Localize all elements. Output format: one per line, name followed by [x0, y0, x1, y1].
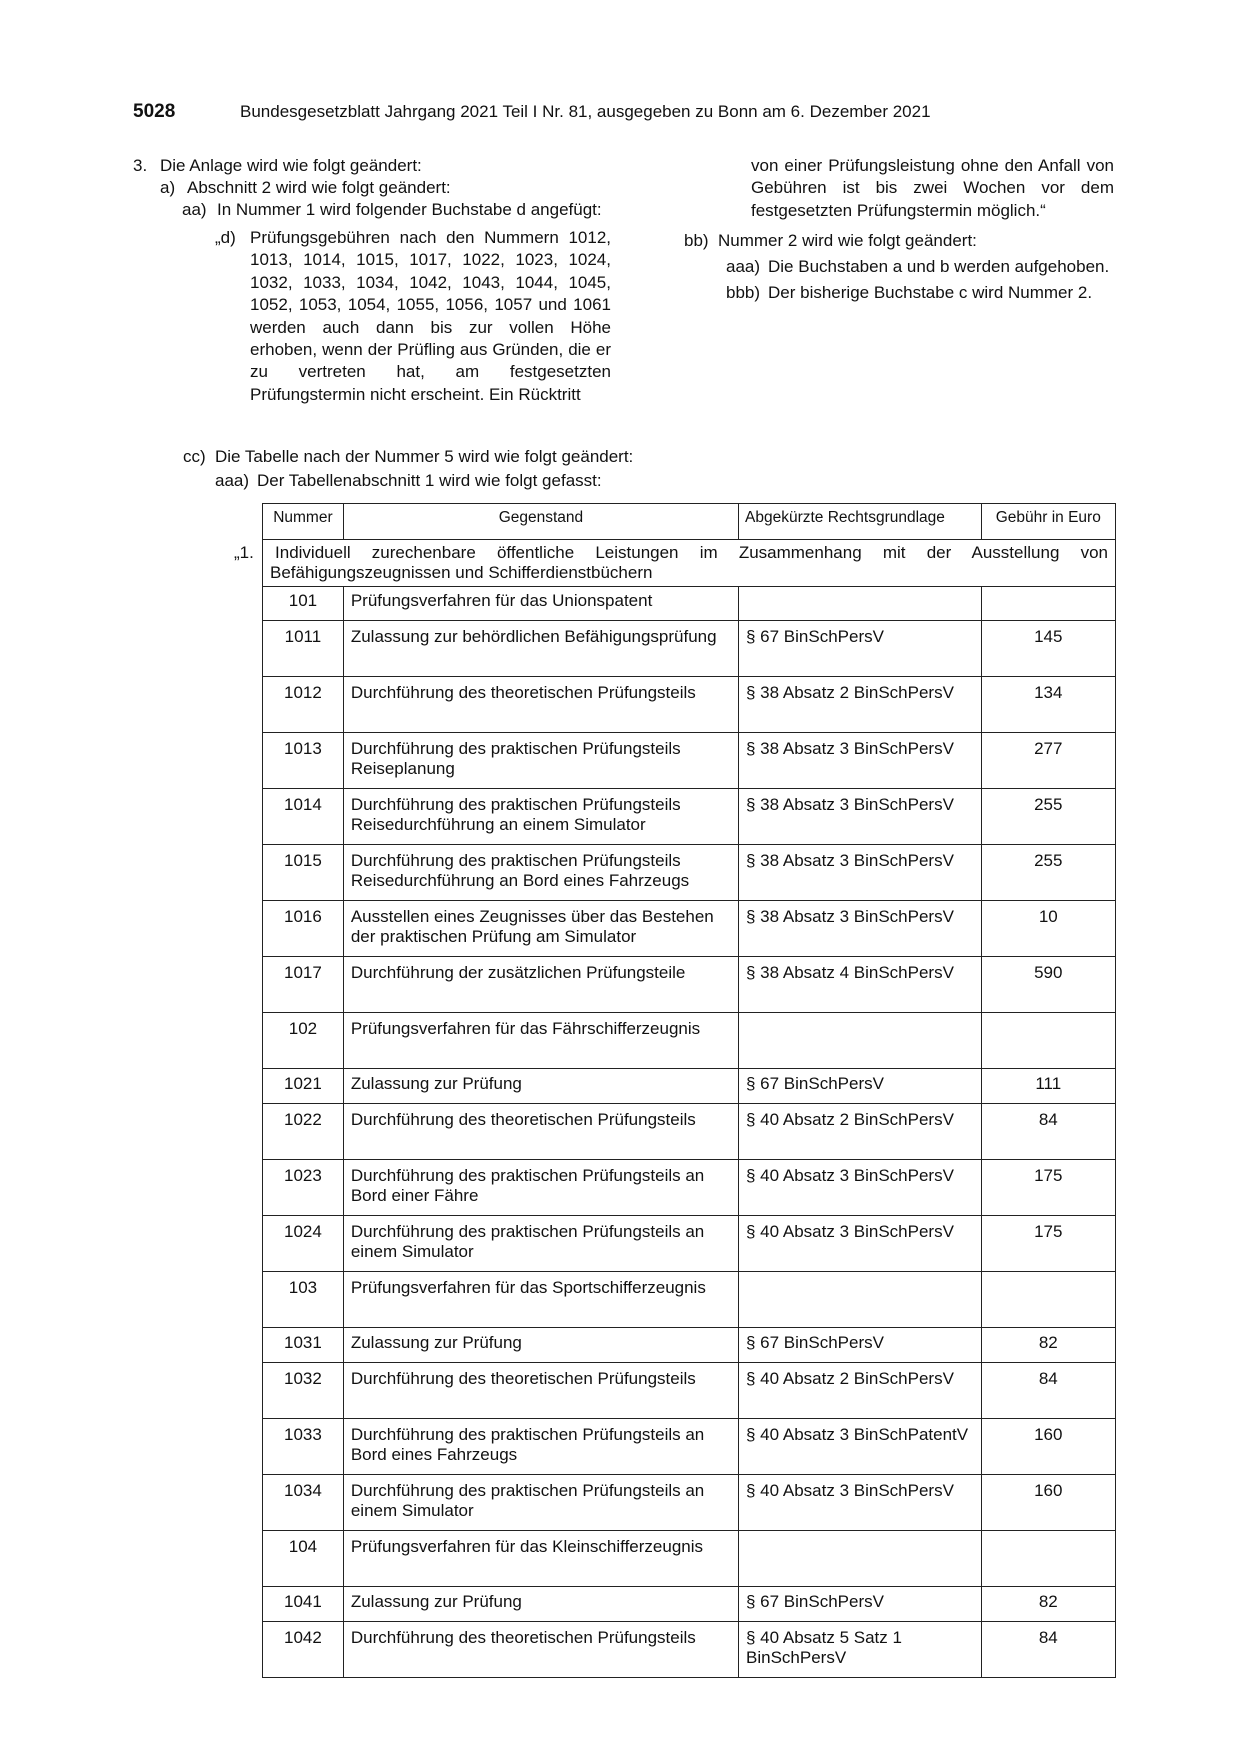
cell-rechtsgrundlage — [739, 1272, 982, 1328]
cell-gegenstand: Prüfungsverfahren für das Fährschifferzeugnis — [343, 1013, 738, 1069]
page-number: 5028 — [133, 101, 176, 122]
cell-gebuehr: 160 — [981, 1419, 1115, 1475]
cell-nummer: 1033 — [263, 1419, 344, 1475]
table-row — [263, 1587, 1116, 1622]
table-row — [263, 1622, 1116, 1678]
cell-nummer: 1031 — [263, 1328, 344, 1363]
table-row — [263, 1531, 1116, 1587]
header-gegenstand: Gegenstand — [343, 504, 738, 540]
cell-nummer: 1024 — [263, 1216, 344, 1272]
cell-gebuehr — [981, 587, 1115, 621]
cell-nummer: 1012 — [263, 677, 344, 733]
cell-gebuehr: 277 — [981, 733, 1115, 789]
table-row — [263, 1104, 1116, 1160]
cell-rechtsgrundlage: § 67 BinSchPersV — [739, 621, 982, 677]
cell-gebuehr: 160 — [981, 1475, 1115, 1531]
cell-gebuehr: 82 — [981, 1328, 1115, 1363]
section-title-row — [263, 540, 1116, 587]
item-bb — [684, 230, 1114, 252]
cell-gegenstand: Durchführung der zusätzlichen Prüfungsteile — [343, 957, 738, 1013]
cell-gebuehr: 175 — [981, 1216, 1115, 1272]
cell-rechtsgrundlage: § 67 BinSchPersV — [739, 1328, 982, 1363]
right-column — [684, 155, 1114, 304]
cell-gebuehr: 84 — [981, 1363, 1115, 1419]
item-cc-aaa-line — [183, 470, 1083, 494]
left-column — [133, 155, 611, 406]
cell-gebuehr: 175 — [981, 1160, 1115, 1216]
item-aa-marker: aa) — [182, 200, 207, 219]
table-row — [263, 1013, 1116, 1069]
cell-rechtsgrundlage: § 40 Absatz 3 BinSchPersV — [739, 1160, 982, 1216]
table-row — [263, 621, 1116, 677]
cell-gegenstand: Durchführung des praktischen Prüfungsteils an Bord eines Fahrzeugs — [343, 1419, 738, 1475]
cell-gegenstand: Zulassung zur Prüfung — [343, 1587, 738, 1622]
cell-gebuehr — [981, 1272, 1115, 1328]
item-cc-aaa-text: Der Tabellenabschnitt 1 wird wie folgt gefasst: — [257, 471, 602, 490]
table-row — [263, 1419, 1116, 1475]
item-d — [133, 227, 611, 406]
cell-gebuehr — [981, 1013, 1115, 1069]
cell-nummer: 1041 — [263, 1587, 344, 1622]
cell-rechtsgrundlage — [739, 1013, 982, 1069]
cell-nummer: 103 — [263, 1272, 344, 1328]
cell-gegenstand: Durchführung des praktischen Prüfungsteils Reiseplanung — [343, 733, 738, 789]
item-3-text: Die Anlage wird wie folgt geändert: — [160, 156, 422, 175]
item-bb-text: Nummer 2 wird wie folgt geändert: — [718, 231, 977, 251]
cell-gebuehr: 10 — [981, 901, 1115, 957]
section-title: „1. Individuell zurechenbare öffentliche Leistungen im Zusammenhang mit der Ausstellung von Befähigungszeugnissen und Schifferdienstbüchern — [263, 540, 1116, 587]
cell-rechtsgrundlage: § 38 Absatz 3 BinSchPersV — [739, 789, 982, 845]
cell-gegenstand: Prüfungsverfahren für das Kleinschifferzeugnis — [343, 1531, 738, 1587]
cell-gegenstand: Durchführung des praktischen Prüfungsteils Reisedurchführung an Bord eines Fahrzeugs — [343, 845, 738, 901]
item-3 — [133, 155, 611, 177]
cell-nummer: 102 — [263, 1013, 344, 1069]
cell-gegenstand: Zulassung zur Prüfung — [343, 1328, 738, 1363]
item-cc-aaa-marker: aaa) — [215, 471, 250, 490]
cell-gegenstand: Durchführung des praktischen Prüfungsteils an einem Simulator — [343, 1216, 738, 1272]
cell-nummer: 104 — [263, 1531, 344, 1587]
cell-rechtsgrundlage: § 40 Absatz 2 BinSchPersV — [739, 1104, 982, 1160]
cell-rechtsgrundlage — [739, 1531, 982, 1587]
table-row — [263, 901, 1116, 957]
cell-gegenstand: Durchführung des theoretischen Prüfungsteils — [343, 1622, 738, 1678]
cell-gegenstand: Prüfungsverfahren für das Sportschifferzeugnis — [343, 1272, 738, 1328]
cell-gebuehr: 111 — [981, 1069, 1115, 1104]
cell-nummer: 1021 — [263, 1069, 344, 1104]
cell-nummer: 1011 — [263, 621, 344, 677]
cell-rechtsgrundlage: § 38 Absatz 3 BinSchPersV — [739, 845, 982, 901]
cell-nummer: 101 — [263, 587, 344, 621]
table-row — [263, 845, 1116, 901]
cell-nummer: 1034 — [263, 1475, 344, 1531]
cell-gebuehr: 590 — [981, 957, 1115, 1013]
cell-rechtsgrundlage: § 40 Absatz 3 BinSchPersV — [739, 1216, 982, 1272]
cell-rechtsgrundlage: § 67 BinSchPersV — [739, 1069, 982, 1104]
journal-line: Bundesgesetzblatt Jahrgang 2021 Teil I Nr. 81, ausgegeben zu Bonn am 6. Dezember 2021 — [240, 102, 931, 121]
cell-gebuehr: 145 — [981, 621, 1115, 677]
cell-nummer: 1015 — [263, 845, 344, 901]
cell-nummer: 1013 — [263, 733, 344, 789]
cell-gebuehr: 84 — [981, 1622, 1115, 1678]
item-cc — [183, 446, 1083, 494]
cell-nummer: 1042 — [263, 1622, 344, 1678]
item-bb-aaa — [684, 256, 1114, 278]
table-header-row — [263, 504, 1116, 540]
table-row — [263, 733, 1116, 789]
item-bb-bbb — [684, 282, 1114, 304]
cell-rechtsgrundlage: § 67 BinSchPersV — [739, 1587, 982, 1622]
cell-gegenstand: Zulassung zur Prüfung — [343, 1069, 738, 1104]
item-d-text: Prüfungsgebühren nach den Nummern 1012, 1013, 1014, 1015, 1017, 1022, 1023, 1024, 1032, 1033, 1034, 1042, 1043, 1044, 1045, 1052, 1053, 1054, 1055, 1056, 1057 und 1061 werden auch dann bis zur vollen Höhe erhoben, wenn der Prüfling aus Gründen, die er zu vertreten hat, am festgesetzten Prüfungstermin nicht erscheint. Ein Rücktritt — [250, 228, 611, 404]
item-bb-marker: bb) — [684, 231, 709, 251]
cell-rechtsgrundlage: § 40 Absatz 3 BinSchPersV — [739, 1475, 982, 1531]
header-nummer: Nummer — [263, 504, 344, 540]
header-gebuehr: Gebühr in Euro — [981, 504, 1115, 540]
cell-nummer: 1022 — [263, 1104, 344, 1160]
item-3-marker: 3. — [133, 156, 148, 175]
item-d-marker: „d) — [215, 228, 236, 247]
cell-rechtsgrundlage: § 40 Absatz 2 BinSchPersV — [739, 1363, 982, 1419]
cell-gegenstand: Durchführung des theoretischen Prüfungsteils — [343, 1104, 738, 1160]
table-row — [263, 1216, 1116, 1272]
item-a-marker: a) — [160, 178, 176, 197]
cell-nummer: 1032 — [263, 1363, 344, 1419]
cell-gegenstand: Ausstellen eines Zeugnisses über das Bestehen der praktischen Prüfung am Simulator — [343, 901, 738, 957]
table-row — [263, 789, 1116, 845]
table-row — [263, 677, 1116, 733]
cell-gegenstand: Durchführung des theoretischen Prüfungsteils — [343, 1363, 738, 1419]
cell-gegenstand: Prüfungsverfahren für das Unionspatent — [343, 587, 738, 621]
table-row — [263, 1160, 1116, 1216]
cell-rechtsgrundlage: § 40 Absatz 3 BinSchPatentV — [739, 1419, 982, 1475]
cell-nummer: 1016 — [263, 901, 344, 957]
cell-gebuehr: 255 — [981, 789, 1115, 845]
cell-gegenstand: Durchführung des praktischen Prüfungsteils an einem Simulator — [343, 1475, 738, 1531]
cell-gebuehr — [981, 1531, 1115, 1587]
cell-rechtsgrundlage: § 40 Absatz 5 Satz 1 BinSchPersV — [739, 1622, 982, 1678]
item-d-continuation: von einer Prüfungsleistung ohne den Anfall von Gebühren ist bis zwei Wochen vor dem festgesetzten Prüfungstermin möglich.“ — [751, 156, 1114, 220]
table-row — [263, 957, 1116, 1013]
table-row — [263, 1328, 1116, 1363]
cell-rechtsgrundlage: § 38 Absatz 2 BinSchPersV — [739, 677, 982, 733]
item-aa-text: In Nummer 1 wird folgender Buchstabe d angefügt: — [217, 200, 602, 219]
item-bb-aaa-text: Die Buchstaben a und b werden aufgehoben. — [768, 257, 1110, 277]
item-a-text: Abschnitt 2 wird wie folgt geändert: — [187, 178, 451, 197]
table-row — [263, 1272, 1116, 1328]
cell-nummer: 1014 — [263, 789, 344, 845]
cell-gegenstand: Durchführung des praktischen Prüfungsteils an Bord einer Fähre — [343, 1160, 738, 1216]
cell-gegenstand: Durchführung des praktischen Prüfungsteils Reisedurchführung an einem Simulator — [343, 789, 738, 845]
cell-rechtsgrundlage: § 38 Absatz 3 BinSchPersV — [739, 901, 982, 957]
cell-gegenstand: Zulassung zur behördlichen Befähigungsprüfung — [343, 621, 738, 677]
item-bb-bbb-text: Der bisherige Buchstabe c wird Nummer 2. — [768, 283, 1093, 303]
header-rechtsgrundlage: Abgekürzte Rechtsgrundlage — [739, 504, 982, 540]
page-header — [133, 101, 1113, 127]
item-cc-text: Die Tabelle nach der Nummer 5 wird wie folgt geändert: — [215, 447, 634, 466]
table-row — [263, 1069, 1116, 1104]
item-cc-marker: cc) — [183, 447, 206, 466]
table-row — [263, 1475, 1116, 1531]
item-aa — [133, 199, 611, 221]
item-bb-bbb-marker: bbb) — [726, 283, 761, 303]
fee-table — [234, 503, 1116, 1678]
table-row — [263, 587, 1116, 621]
cell-rechtsgrundlage — [739, 587, 982, 621]
cell-gebuehr: 82 — [981, 1587, 1115, 1622]
item-cc-line — [183, 446, 1083, 470]
cell-gegenstand: Durchführung des theoretischen Prüfungsteils — [343, 677, 738, 733]
table-row — [263, 1363, 1116, 1419]
cell-nummer: 1023 — [263, 1160, 344, 1216]
cell-rechtsgrundlage: § 38 Absatz 3 BinSchPersV — [739, 733, 982, 789]
cell-nummer: 1017 — [263, 957, 344, 1013]
cell-gebuehr: 134 — [981, 677, 1115, 733]
cell-gebuehr: 255 — [981, 845, 1115, 901]
cell-gebuehr: 84 — [981, 1104, 1115, 1160]
item-a — [133, 177, 611, 199]
item-bb-aaa-marker: aaa) — [726, 257, 761, 277]
cell-rechtsgrundlage: § 38 Absatz 4 BinSchPersV — [739, 957, 982, 1013]
